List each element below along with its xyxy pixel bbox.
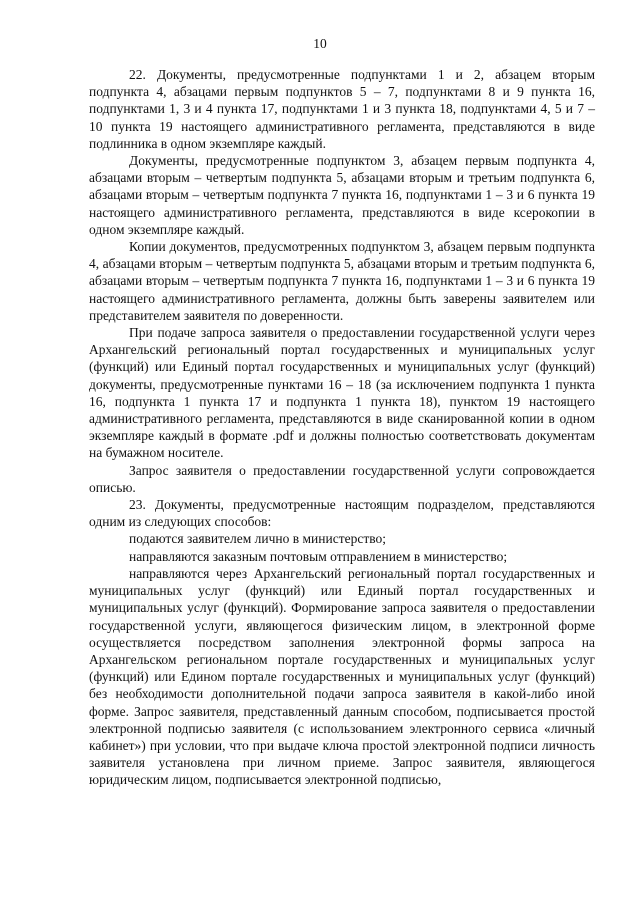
paragraph-electronic-submission: При подаче запроса заявителя о предоставлении государственной услуги через Архангельский региональный портал государственных и муниципальных услуг (функций) или Единый портал государственных и муниципальных услуг (функций) документы, предусмотренные пунктами 16 – 18 (за исключением подпункта 1 пункта 16, подпункта 1 пункта 17 и подпункта 1 пункта 18), пунктом 19 настоящего административного регламента, представляются в виде сканированной копии в одном экземпляре каждый в формате .pdf и должны полностью соответствовать документам на бумажном носителе. [89, 325, 595, 461]
paragraph-photocopies: Документы, предусмотренные подпунктом 3, абзацем первым подпункта 4, абзацами вторым – четвертым подпункта 5, абзацами вторым и третьим подпункта 6, абзацами вторым – четвертым подпункта 7 пункта 16, подпунктами 1 – 3 и 6 пункта 19 настоящего административного регламента, представляются в виде ксерокопии в одном экземпляре каждый. [89, 153, 595, 237]
list-item-portal: направляются через Архангельский региональный портал государственных и муниципальных услуг (функций) или Единый портал государственных и муниципальных услуг (функций). Формирование запроса заявителя о предоставлении государственной услуги, являющегося физическим лицом, в электронной форме осуществляется посредством заполнения электронной формы запроса на Архангельском региональном портале государственных и муниципальных услуг (функций) или Едином портале государственных и муниципальных услуг (функций) без необходимости дополнительной подачи запроса заявителя в какой-либо иной форме. Запрос заявителя, представленный данным способом, подписывается простой электронной подписью заявителя (с использованием электронного сервиса «личный кабинет») при условии, что при выдаче ключа простой электронной подписи личность заявителя установлена при личном приеме. Запрос заявителя, являющегося юридическим лицом, подписывается электронной подписью, [89, 565, 595, 788]
paragraph-inventory: Запрос заявителя о предоставлении государственной услуги сопровождается описью. [89, 462, 595, 495]
document-body [89, 66, 595, 789]
list-item-registered-mail: направляются заказным почтовым отправлением в министерство; [129, 548, 508, 564]
paragraph-23-methods: 23. Документы, предусмотренные настоящим подразделом, представляются одним из следующих способов: [89, 497, 595, 530]
page-number: 10 [313, 36, 327, 51]
list-item-in-person: подаются заявителем лично в министерство; [129, 531, 387, 547]
paragraph-22-originals: 22. Документы, предусмотренные подпунктами 1 и 2, абзацем вторым подпункта 4, абзацами первым подпунктов 5 – 7, подпунктами 8 и 9 пункта 16, подпунктами 1, 3 и 4 пункта 17, подпунктами 1 и 3 пункта 18, подпунктами 4, 5 и 7 – 10 пункта 19 настоящего административного регламента, представляются в виде подлинника в одном экземпляре каждый. [89, 67, 595, 151]
paragraph-certified-copies: Копии документов, предусмотренных подпунктом 3, абзацем первым подпункта 4, абзацами вторым – четвертым подпункта 5, абзацами вторым и третьим подпункта 6, абзацами вторым – четвертым подпункта 7 пункта 16, подпунктами 1 – 3 и 6 пункта 19 настоящего административного регламента, должны быть заверены заявителем или представителем заявителя по доверенности. [89, 239, 595, 323]
